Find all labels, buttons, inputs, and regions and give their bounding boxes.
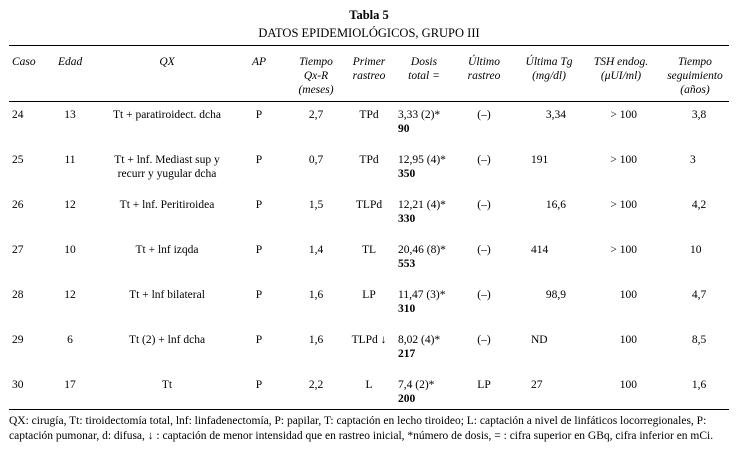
cell-ap: P bbox=[255, 154, 263, 166]
cell-qx bbox=[114, 153, 220, 181]
cell-ultima-tg: 191 bbox=[531, 154, 549, 166]
cell-tiempo: 1,5 bbox=[308, 199, 324, 211]
cell-dosis bbox=[398, 153, 446, 181]
header-rule bbox=[9, 101, 729, 102]
cell-ultimo-rastreo: (–) bbox=[477, 334, 491, 346]
cell-edad: 11 bbox=[64, 154, 76, 166]
cell-ultimo-rastreo: (–) bbox=[477, 244, 491, 256]
cell-seguimiento: 4,2 bbox=[691, 199, 707, 211]
header-qx: QX bbox=[159, 56, 175, 68]
header-tiempo-qx: Tiempo Qx-R (meses) bbox=[298, 56, 334, 96]
dosis-gbq: 12,21 (4)* bbox=[398, 199, 446, 211]
cell-qx-line: Tt bbox=[161, 379, 173, 391]
header-dosis: Dosis total = bbox=[408, 56, 440, 82]
cell-tiempo: 2,2 bbox=[308, 379, 324, 391]
cell-qx bbox=[162, 378, 172, 392]
cell-seguimiento: 4,7 bbox=[691, 289, 707, 301]
cell-qx bbox=[129, 333, 205, 347]
cell-caso: 26 bbox=[12, 199, 24, 211]
cell-tsh: > 100 bbox=[610, 199, 637, 211]
cell-ultimo-rastreo: LP bbox=[477, 379, 491, 391]
top-rule bbox=[9, 45, 729, 46]
dosis-mci: 553 bbox=[398, 258, 416, 270]
dosis-gbq: 20,46 (8)* bbox=[398, 244, 446, 256]
cell-dosis bbox=[398, 333, 440, 361]
cell-tiempo: 1,6 bbox=[308, 289, 324, 301]
cell-seguimiento: 3 bbox=[690, 154, 696, 166]
cell-primer-rastreo: TPd bbox=[359, 154, 379, 166]
cell-seguimiento: 10 bbox=[690, 244, 702, 256]
cell-dosis bbox=[398, 288, 445, 316]
dosis-mci: 90 bbox=[398, 123, 410, 135]
cell-edad: 12 bbox=[64, 199, 76, 211]
cell-seguimiento: 1,6 bbox=[691, 379, 707, 391]
cell-tiempo: 2,7 bbox=[308, 109, 324, 121]
header-ultimo-rastreo: Último rastreo bbox=[467, 56, 501, 82]
dosis-gbq: 12,95 (4)* bbox=[398, 154, 446, 166]
header-primer-rastreo: Primer rastreo bbox=[352, 56, 386, 82]
dosis-mci: 200 bbox=[398, 393, 416, 405]
header-edad: Edad bbox=[58, 56, 83, 68]
header-caso: Caso bbox=[12, 56, 36, 68]
cell-ap: P bbox=[255, 199, 263, 211]
cell-ultimo-rastreo: (–) bbox=[477, 109, 491, 121]
dosis-mci: 330 bbox=[398, 213, 416, 225]
cell-primer-rastreo: TL bbox=[361, 244, 377, 256]
cell-caso: 29 bbox=[12, 334, 24, 346]
cell-edad: 12 bbox=[64, 289, 76, 301]
cell-ap: P bbox=[255, 379, 263, 391]
cell-primer-rastreo: LP bbox=[362, 289, 376, 301]
cell-qx-line: recurr y yugular dcha bbox=[117, 168, 217, 180]
cell-dosis bbox=[398, 378, 434, 406]
dosis-gbq: 8,02 (4)* bbox=[398, 334, 441, 346]
cell-ultima-tg: 3,34 bbox=[545, 109, 566, 121]
cell-primer-rastreo: TPd bbox=[359, 109, 379, 121]
cell-dosis bbox=[398, 198, 446, 226]
dosis-gbq: 11,47 (3)* bbox=[398, 289, 446, 301]
cell-caso: 30 bbox=[12, 379, 24, 391]
cell-edad: 17 bbox=[64, 379, 76, 391]
table-title: DATOS EPIDEMIOLÓGICOS, GRUPO III bbox=[258, 26, 480, 40]
cell-ultima-tg: 27 bbox=[531, 379, 543, 391]
cell-qx-line: Tt + lnf izqda bbox=[135, 244, 199, 256]
cell-tiempo: 0,7 bbox=[308, 154, 324, 166]
header-seguimiento: Tiempo seguimiento (años) bbox=[667, 56, 723, 96]
cell-qx-line: Tt + lnf. Mediast sup y bbox=[114, 154, 220, 166]
cell-tiempo: 1,6 bbox=[308, 334, 324, 346]
header-tsh: TSH endog. (μUI/ml) bbox=[593, 56, 649, 82]
dosis-gbq: 3,33 (2)* bbox=[398, 109, 441, 121]
cell-ultima-tg: ND bbox=[531, 334, 548, 346]
cell-tsh: 100 bbox=[619, 379, 637, 391]
cell-tsh: 100 bbox=[619, 334, 637, 346]
cell-caso: 27 bbox=[12, 244, 24, 256]
cell-caso: 25 bbox=[12, 154, 24, 166]
cell-tsh: > 100 bbox=[610, 109, 637, 121]
cell-ultima-tg: 98,9 bbox=[545, 289, 566, 301]
cell-tiempo: 1,4 bbox=[308, 244, 324, 256]
cell-edad: 10 bbox=[64, 244, 76, 256]
cell-ap: P bbox=[255, 244, 263, 256]
cell-primer-rastreo: TLPd bbox=[355, 199, 383, 211]
dosis-mci: 350 bbox=[398, 168, 416, 180]
table-footnote: QX: cirugía, Tt: tiroidectomía total, lnf: linfadenectomía, P: papilar, T: captación en lecho tiroideo; L: captación a nivel de linfáticos locorregionales, P: captación pumonar, d: difusa, ↓ : captación de menor intensidad que en rastreo inicial, *número de dosis, = : cifra superior en GBq, cifra inferior en mCi. bbox=[9, 415, 714, 442]
cell-ap: P bbox=[255, 109, 263, 121]
cell-qx-line: Tt (2) + lnf dcha bbox=[128, 334, 206, 346]
table-number: Tabla 5 bbox=[349, 8, 389, 22]
cell-tsh: 100 bbox=[619, 289, 637, 301]
cell-qx bbox=[135, 243, 198, 257]
cell-caso: 28 bbox=[12, 289, 24, 301]
cell-dosis bbox=[398, 108, 440, 136]
dosis-mci: 217 bbox=[398, 348, 416, 360]
dosis-gbq: 7,4 (2)* bbox=[398, 379, 435, 391]
header-ultima-tg: Última Tg (mg/dl) bbox=[525, 56, 573, 82]
cell-ultimo-rastreo: (–) bbox=[477, 289, 491, 301]
cell-dosis bbox=[398, 243, 446, 271]
cell-caso: 24 bbox=[12, 109, 24, 121]
cell-tsh: > 100 bbox=[610, 244, 637, 256]
header-ap: AP bbox=[251, 56, 267, 68]
cell-seguimiento: 3,8 bbox=[691, 109, 707, 121]
cell-qx bbox=[113, 108, 221, 122]
cell-primer-rastreo: TLPd ↓ bbox=[351, 334, 387, 346]
cell-ap: P bbox=[255, 334, 263, 346]
cell-qx-line: Tt + paratiroidect. dcha bbox=[112, 109, 222, 121]
cell-edad: 6 bbox=[67, 334, 73, 346]
cell-qx bbox=[120, 198, 215, 212]
dosis-mci: 310 bbox=[398, 303, 416, 315]
cell-ap: P bbox=[255, 289, 263, 301]
cell-qx bbox=[129, 288, 205, 302]
cell-qx-line: Tt + lnf bilateral bbox=[129, 289, 205, 301]
cell-edad: 13 bbox=[64, 109, 76, 121]
cell-tsh: > 100 bbox=[610, 154, 637, 166]
cell-ultima-tg: 414 bbox=[531, 244, 549, 256]
cell-seguimiento: 8,5 bbox=[691, 334, 707, 346]
cell-ultimo-rastreo: (–) bbox=[477, 199, 491, 211]
cell-ultima-tg: 16,6 bbox=[545, 199, 566, 211]
cell-ultimo-rastreo: (–) bbox=[477, 154, 491, 166]
cell-primer-rastreo: L bbox=[365, 379, 373, 391]
bottom-rule bbox=[9, 409, 729, 410]
cell-qx-line: Tt + lnf. Peritiroidea bbox=[119, 199, 215, 211]
